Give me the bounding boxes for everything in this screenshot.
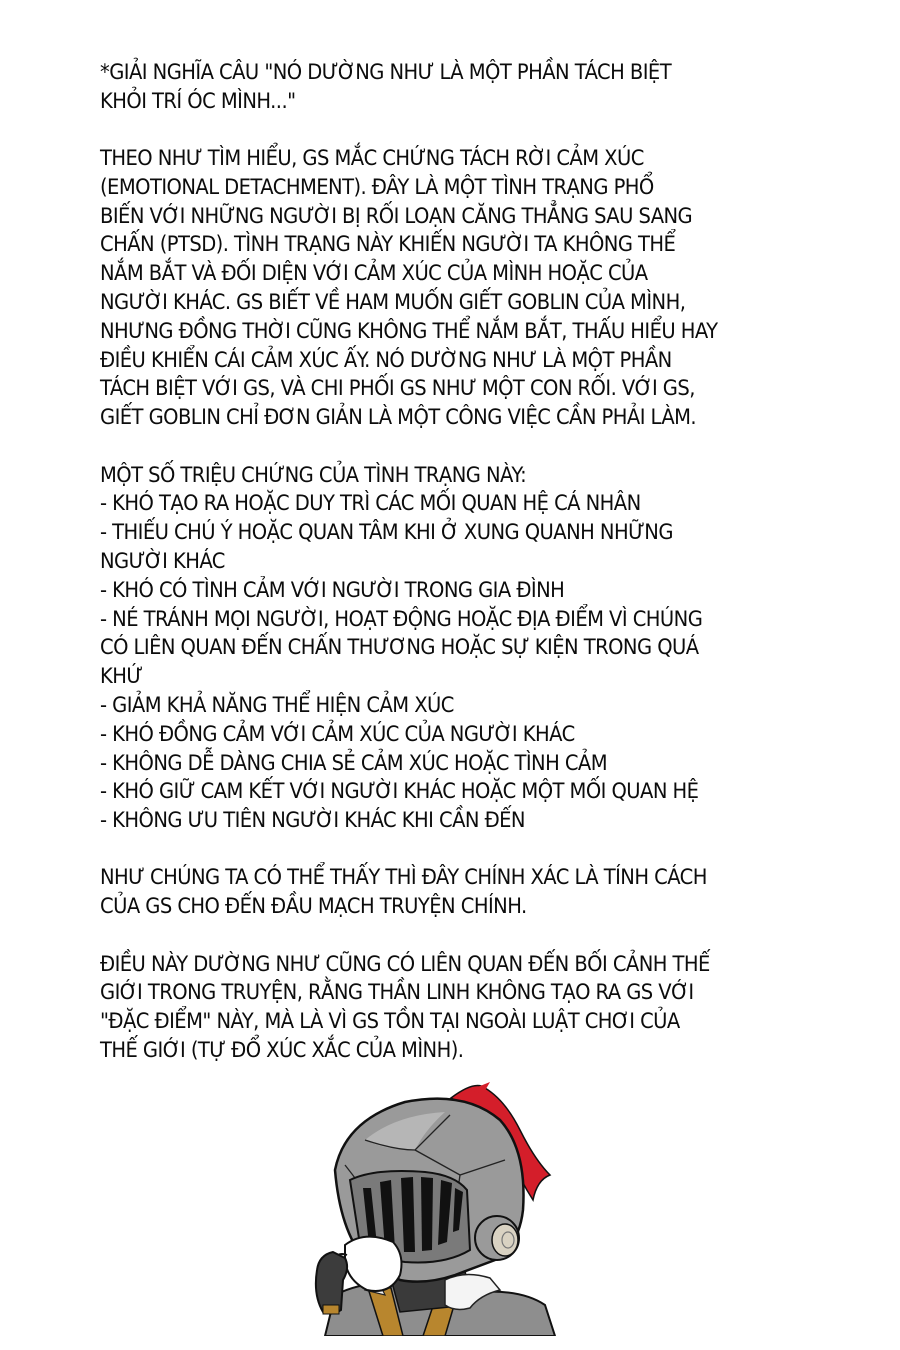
paragraph-conclusion xyxy=(100,863,830,921)
article-body xyxy=(100,58,830,1093)
symptom-item: - KHÔNG ƯU TIÊN NGƯỜI KHÁC KHI CẦN ĐẾN xyxy=(100,808,525,833)
text-line: TÁCH BIỆT VỚI GS, VÀ CHI PHỐI GS NHƯ MỘT CON RỐI. VỚI GS, xyxy=(100,376,695,401)
text-line: BIẾN VỚI NHỮNG NGƯỜI BỊ RỐI LOẠN CĂNG THẲNG SAU SANG xyxy=(100,203,693,228)
text-line: GIỚI TRONG TRUYỆN, RẰNG THẦN LINH KHÔNG TẠO RA GS VỚI xyxy=(100,980,694,1005)
paragraph-symptoms xyxy=(100,461,830,835)
text-line: (EMOTIONAL DETACHMENT). ĐÂY LÀ MỘT TÌNH TRẠNG PHỔ xyxy=(100,174,654,199)
symptom-item: - GIẢM KHẢ NĂNG THỂ HIỆN CẢM XÚC xyxy=(100,692,454,717)
text-line: NHƯNG ĐỒNG THỜI CŨNG KHÔNG THỂ NẮM BẮT, THẤU HIỂU HAY xyxy=(100,318,718,343)
knight-drinking-tea-illustration xyxy=(305,1080,575,1336)
knight-helmet-icon xyxy=(305,1080,575,1336)
text-line: THEO NHƯ TÌM HIỂU, GS MẮC CHỨNG TÁCH RỜI CẢM XÚC xyxy=(100,146,644,171)
symptom-item: - KHÓ ĐỒNG CẢM VỚI CẢM XÚC CỦA NGƯỜI KHÁC xyxy=(100,721,575,746)
paragraph-explanation xyxy=(100,144,830,432)
paragraph-heading-note xyxy=(100,58,830,116)
symptom-item: - KHÓ TẠO RA HOẶC DUY TRÌ CÁC MỐI QUAN HỆ CÁ NHÂN xyxy=(100,491,641,516)
symptom-item-continued: KHỨ xyxy=(100,664,143,689)
symptom-item: - KHÓ GIỮ CAM KẾT VỚI NGƯỜI KHÁC HOẶC MỘT MỐI QUAN HỆ xyxy=(100,779,699,804)
symptom-item-continued: NGƯỜI KHÁC xyxy=(100,548,225,573)
symptoms-heading: MỘT SỐ TRIỆU CHỨNG CỦA TÌNH TRẠNG NÀY: xyxy=(100,462,527,487)
symptom-item: - NÉ TRÁNH MỌI NGƯỜI, HOẠT ĐỘNG HOẶC ĐỊA ĐIỂM VÌ CHÚNG xyxy=(100,606,703,631)
text-line: THẾ GIỚI (TỰ ĐỔ XÚC XẮC CỦA MÌNH). xyxy=(100,1037,464,1062)
text-line: NHƯ CHÚNG TA CÓ THỂ THẤY THÌ ĐÂY CHÍNH XÁC LÀ TÍNH CÁCH xyxy=(100,865,707,890)
text-line: NGƯỜI KHÁC. GS BIẾT VỀ HAM MUỐN GIẾT GOBLIN CỦA MÌNH, xyxy=(100,290,686,315)
text-line: ĐIỀU NÀY DƯỜNG NHƯ CŨNG CÓ LIÊN QUAN ĐẾN BỐI CẢNH THẾ xyxy=(100,951,710,976)
symptom-item-continued: CÓ LIÊN QUAN ĐẾN CHẤN THƯƠNG HOẶC SỰ KIỆN TRONG QUÁ xyxy=(100,635,699,660)
text-line: KHỎI TRÍ ÓC MÌNH..." xyxy=(100,88,296,113)
text-line: ĐIỀU KHIỂN CÁI CẢM XÚC ẤY. NÓ DƯỜNG NHƯ LÀ MỘT PHẦN xyxy=(100,347,672,372)
text-line: "ĐẶC ĐIỂM" NÀY, MÀ LÀ VÌ GS TỒN TẠI NGOÀI LUẬT CHƠI CỦA xyxy=(100,1009,680,1034)
text-line: GIẾT GOBLIN CHỈ ĐƠN GIẢN LÀ MỘT CÔNG VIỆC CẦN PHẢI LÀM. xyxy=(100,405,697,430)
symptom-item: - THIẾU CHÚ Ý HOẶC QUAN TÂM KHI Ở XUNG QUANH NHỮNG xyxy=(100,520,673,545)
text-line: NẮM BẮT VÀ ĐỐI DIỆN VỚI CẢM XÚC CỦA MÌNH HOẶC CỦA xyxy=(100,261,648,286)
text-line: *GIẢI NGHĨA CÂU "NÓ DƯỜNG NHƯ LÀ MỘT PHẦN TÁCH BIỆT xyxy=(100,60,672,84)
text-line: CỦA GS CHO ĐẾN ĐẦU MẠCH TRUYỆN CHÍNH. xyxy=(100,894,527,919)
text-line: CHẤN (PTSD). TÌNH TRẠNG NÀY KHIẾN NGƯỜI TA KHÔNG THỂ xyxy=(100,232,676,257)
symptom-item: - KHÓ CÓ TÌNH CẢM VỚI NGƯỜI TRONG GIA ĐÌNH xyxy=(100,577,565,602)
symptom-item: - KHÔNG DỄ DÀNG CHIA SẺ CẢM XÚC HOẶC TÌNH CẢM xyxy=(100,750,608,775)
paragraph-world-context xyxy=(100,950,830,1065)
